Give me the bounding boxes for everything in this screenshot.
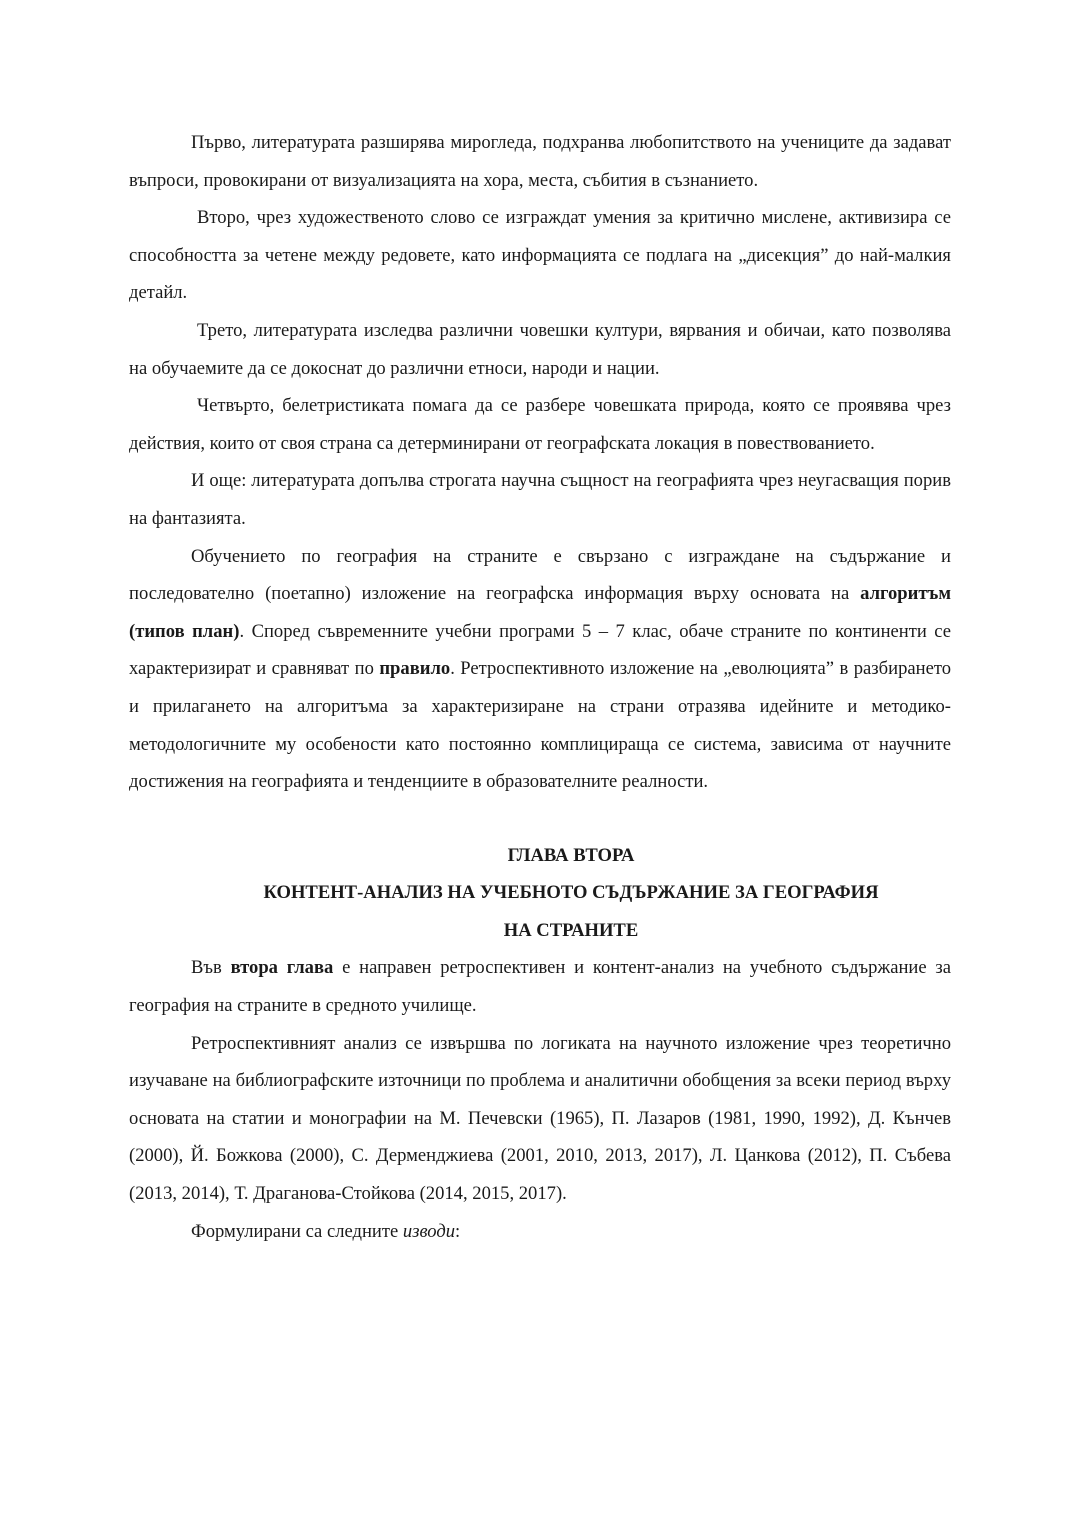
paragraph-first: Първо, литературата разширява мирогледа, подхранва любопитството на учениците да задават въпроси, провокирани от визуализацията на хора, места, събития в съзнанието. [129, 132, 951, 191]
paragraph-second: Второ, чрез художественото слово се изграждат умения за критично мислене, активизира се способността за четене между редовете, като информацията се подлага на „дисекция” до най-малкия детайл. [129, 207, 951, 304]
italic-term-conclusions: изводи [402, 1220, 456, 1242]
chapter-heading-line1: ГЛАВА ВТОРА [507, 844, 635, 866]
text-run: . Ретроспективното изложение на „еволюцията” в разбирането и прилагането на алгоритъма за характеризиране на страни отразява идейните и методико-методологичните му особености като постоянно комплицираща се система, зависима от научните достижения на географията и тенденциите в образователните реалности. [129, 658, 951, 793]
text-run: Формулирани са следните [191, 1220, 403, 1242]
paragraph-conclusions [129, 1213, 951, 1251]
text-run: : [455, 1220, 461, 1242]
chapter-heading-line2: КОНТЕНТ-АНАЛИЗ НА УЧЕБНОТО СЪДЪРЖАНИЕ ЗА ГЕОГРАФИЯ [263, 882, 879, 904]
spacer [129, 801, 951, 837]
text-run: Обучението по география на страните е свързано с изграждане на съдържание и последователно (поетапно) изложение на географска информация върху основата на [129, 545, 951, 605]
bold-term-algorithm: алгоритъм (типов план) [129, 583, 951, 642]
paragraph-algorithm [129, 538, 951, 801]
paragraph-third: Трето, литературата изследва различни човешки култури, вярвания и обичаи, като позволява на обучаемите да се докоснат до различни етноси, народи и нации. [129, 319, 951, 379]
bold-term-chapter-two: втора глава [230, 957, 334, 979]
chapter-heading-line3: НА СТРАНИТЕ [503, 919, 639, 941]
paragraph-fourth: Четвърто, белетристиката помага да се разбере човешката природа, която се проявява чрез действия, които от своя страна са детерминирани от географската локация в повествованието. [129, 395, 951, 454]
text-run: е направен ретроспективен и контент-анализ на учебното съдържание за география на страните в средното училище. [129, 957, 951, 1017]
paragraph-chapter-two [129, 949, 951, 1024]
text-run: Във [191, 957, 231, 979]
text-run: . Според съвременните учебни програми 5 – 7 клас, обаче страните по континенти се характеризират и сравняват по [129, 620, 952, 680]
paragraph-retrospective: Ретроспективният анализ се извършва по логиката на научното изложение чрез теоретично изучаване на библиографските източници по проблема и аналитични обобщения за всеки период върху основата на статии и монографии на М. Печевски (1965), П. Лазаров (1981, 1990, 1992), Д. Кънчев (2000), Й. Божкова (2000), С. Дерменджиева (2001, 2010, 2013, 2017), Л. Цанкова (2012), П. Събева (2013, 2014), Т. Драганова-Стойкова (2014, 2015, 2017). [129, 1032, 951, 1205]
paragraph-and-more: И още: литературата допълва строгата научна същност на географията чрез неугасващия порив на фантазията. [129, 470, 951, 529]
bold-term-rule: правило [379, 658, 451, 680]
document-page [129, 124, 951, 1250]
